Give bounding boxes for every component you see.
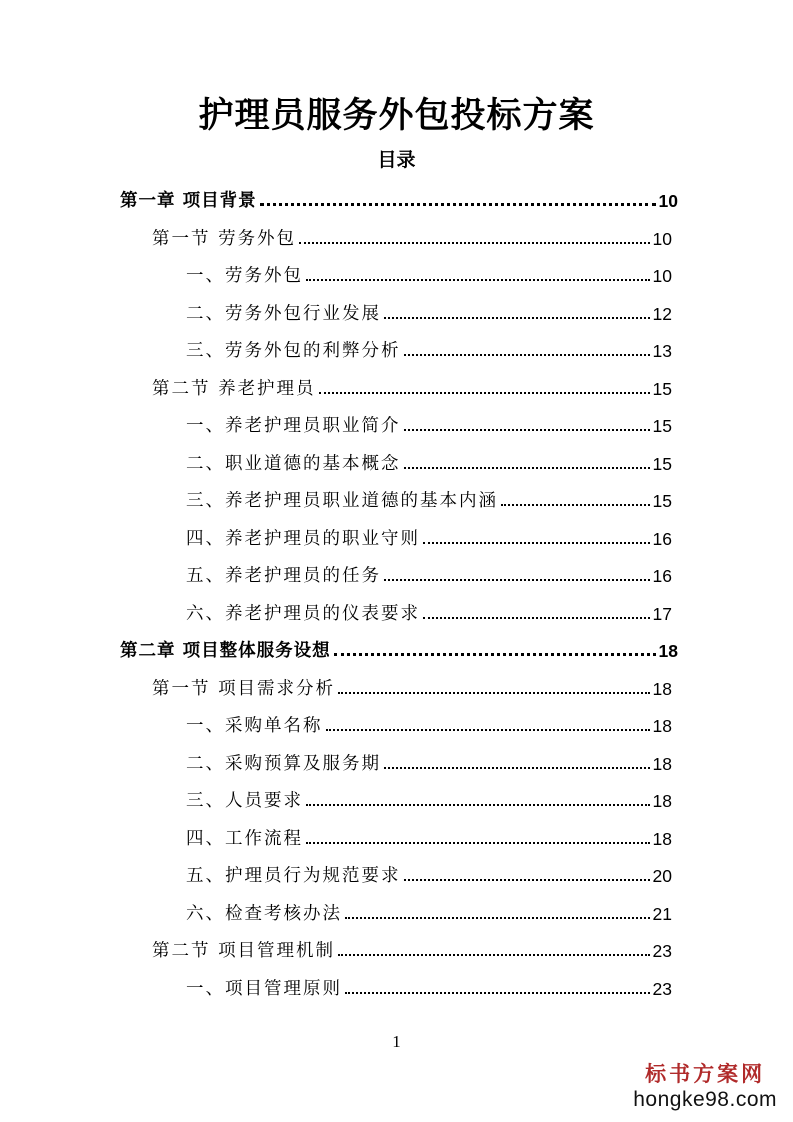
toc-entry-item[interactable] [186,439,672,475]
toc-entry-item[interactable] [186,476,672,512]
toc-entry-page: 16 [652,566,672,586]
toc-leader [306,842,650,844]
toc-entry-label: 第二章 项目整体服务设想 [120,641,331,661]
toc-entry-label: 三、人员要求 [186,791,303,811]
toc-entry-page: 13 [652,341,672,361]
toc-entry-item[interactable] [186,964,672,1000]
toc-leader [501,504,650,506]
toc-entry-item[interactable] [186,326,672,362]
toc-entry-label: 五、护理员行为规范要求 [186,866,401,886]
toc-entry-item[interactable] [186,889,672,925]
toc-leader [404,879,650,881]
toc-entry-item[interactable] [186,814,672,850]
toc-entry-page: 18 [652,716,672,736]
toc-entry-item[interactable] [186,776,672,812]
toc-entry-label: 一、采购单名称 [186,716,323,736]
toc-entry-label: 四、工作流程 [186,828,303,849]
toc-entry-label: 五、养老护理员的任务 [186,566,381,586]
toc-entry-label: 一、项目管理原则 [186,978,342,999]
toc-entry-item[interactable] [186,701,672,737]
toc-entry-page: 18 [652,828,672,849]
toc-leader [404,467,650,469]
toc-leader [384,579,650,581]
toc-heading: 目录 [377,149,416,171]
toc-leader [423,542,650,544]
toc-leader [306,804,650,806]
toc-entry-label: 二、劳务外包行业发展 [186,303,381,324]
toc-entry-label: 第二节 项目管理机制 [152,941,336,961]
toc-entry-label: 一、劳务外包 [186,266,303,286]
watermark-name: 标书方案网 [645,1061,766,1086]
toc-entry-page: 18 [652,791,672,811]
toc-entry-label: 六、检查考核办法 [186,903,342,924]
document-title: 护理员服务外包投标方案 [198,96,595,136]
toc-entry-item[interactable] [186,851,672,887]
toc-entry-item[interactable] [186,551,672,587]
toc-entry-item[interactable] [186,514,672,550]
toc-entry-label: 第一节 项目需求分析 [152,678,336,699]
toc-entry-page: 15 [652,378,672,399]
toc-leader [345,917,650,919]
toc-leader [334,653,656,656]
toc-entry-label: 第一节 劳务外包 [152,228,297,249]
toc-leader [299,242,649,244]
toc-leader [384,767,650,769]
toc-entry-page: 18 [652,678,672,699]
toc-entry-page: 15 [652,453,672,474]
toc-entry-page: 21 [652,903,672,924]
toc-entry-label: 三、养老护理员职业道德的基本内涵 [186,491,498,511]
toc-entry-label: 一、养老护理员职业简介 [186,416,401,436]
toc-entry-page: 18 [652,753,672,774]
toc-entry-page: 20 [652,866,672,886]
toc-entry-item[interactable] [186,401,672,437]
toc-leader [423,617,650,619]
toc-leader [345,992,650,994]
toc-entry-page: 17 [652,603,672,624]
toc-entry-page: 18 [658,641,678,661]
toc-entry-chapter-2[interactable] [120,626,678,662]
site-watermark [633,1058,777,1112]
toc-entry-item[interactable] [186,739,672,775]
toc-entry-label: 三、劳务外包的利弊分析 [186,341,401,361]
toc-entry-label: 六、养老护理员的仪表要求 [186,603,420,624]
toc-entry-page: 10 [652,266,672,286]
toc-entry-section[interactable] [152,926,672,962]
toc-entry-label: 第一章 项目背景 [120,191,257,211]
toc-leader [404,354,650,356]
toc-entry-label: 二、职业道德的基本概念 [186,453,401,474]
toc-entry-item[interactable] [186,251,672,287]
toc-entry-page: 15 [652,416,672,436]
toc-entry-page: 15 [652,491,672,511]
toc-entry-label: 二、采购预算及服务期 [186,753,381,774]
toc-entry-item[interactable] [186,289,672,325]
toc-leader [384,317,650,319]
toc-entry-label: 第二节 养老护理员 [152,378,316,399]
toc-entry-item[interactable] [186,589,672,625]
toc-entry-chapter-1[interactable] [120,176,678,212]
toc-leader [260,203,656,206]
toc-leader [326,729,650,731]
toc-entry-page: 16 [652,528,672,549]
toc-entry-section[interactable] [152,214,672,250]
toc-entry-page: 10 [652,228,672,249]
toc-leader [338,954,649,956]
toc-entry-page: 10 [658,191,678,211]
toc-entry-section[interactable] [152,364,672,400]
toc-leader [319,392,650,394]
toc-entry-page: 23 [652,978,672,999]
page-number: 1 [392,1032,401,1051]
toc-leader [338,692,649,694]
toc-entry-page: 23 [652,941,672,961]
watermark-url: hongke98.com [633,1088,777,1111]
toc-entry-page: 12 [652,303,672,324]
toc-leader [306,279,650,281]
toc-entry-label: 四、养老护理员的职业守则 [186,528,420,549]
toc-leader [404,429,650,431]
toc-entry-section[interactable] [152,664,672,700]
